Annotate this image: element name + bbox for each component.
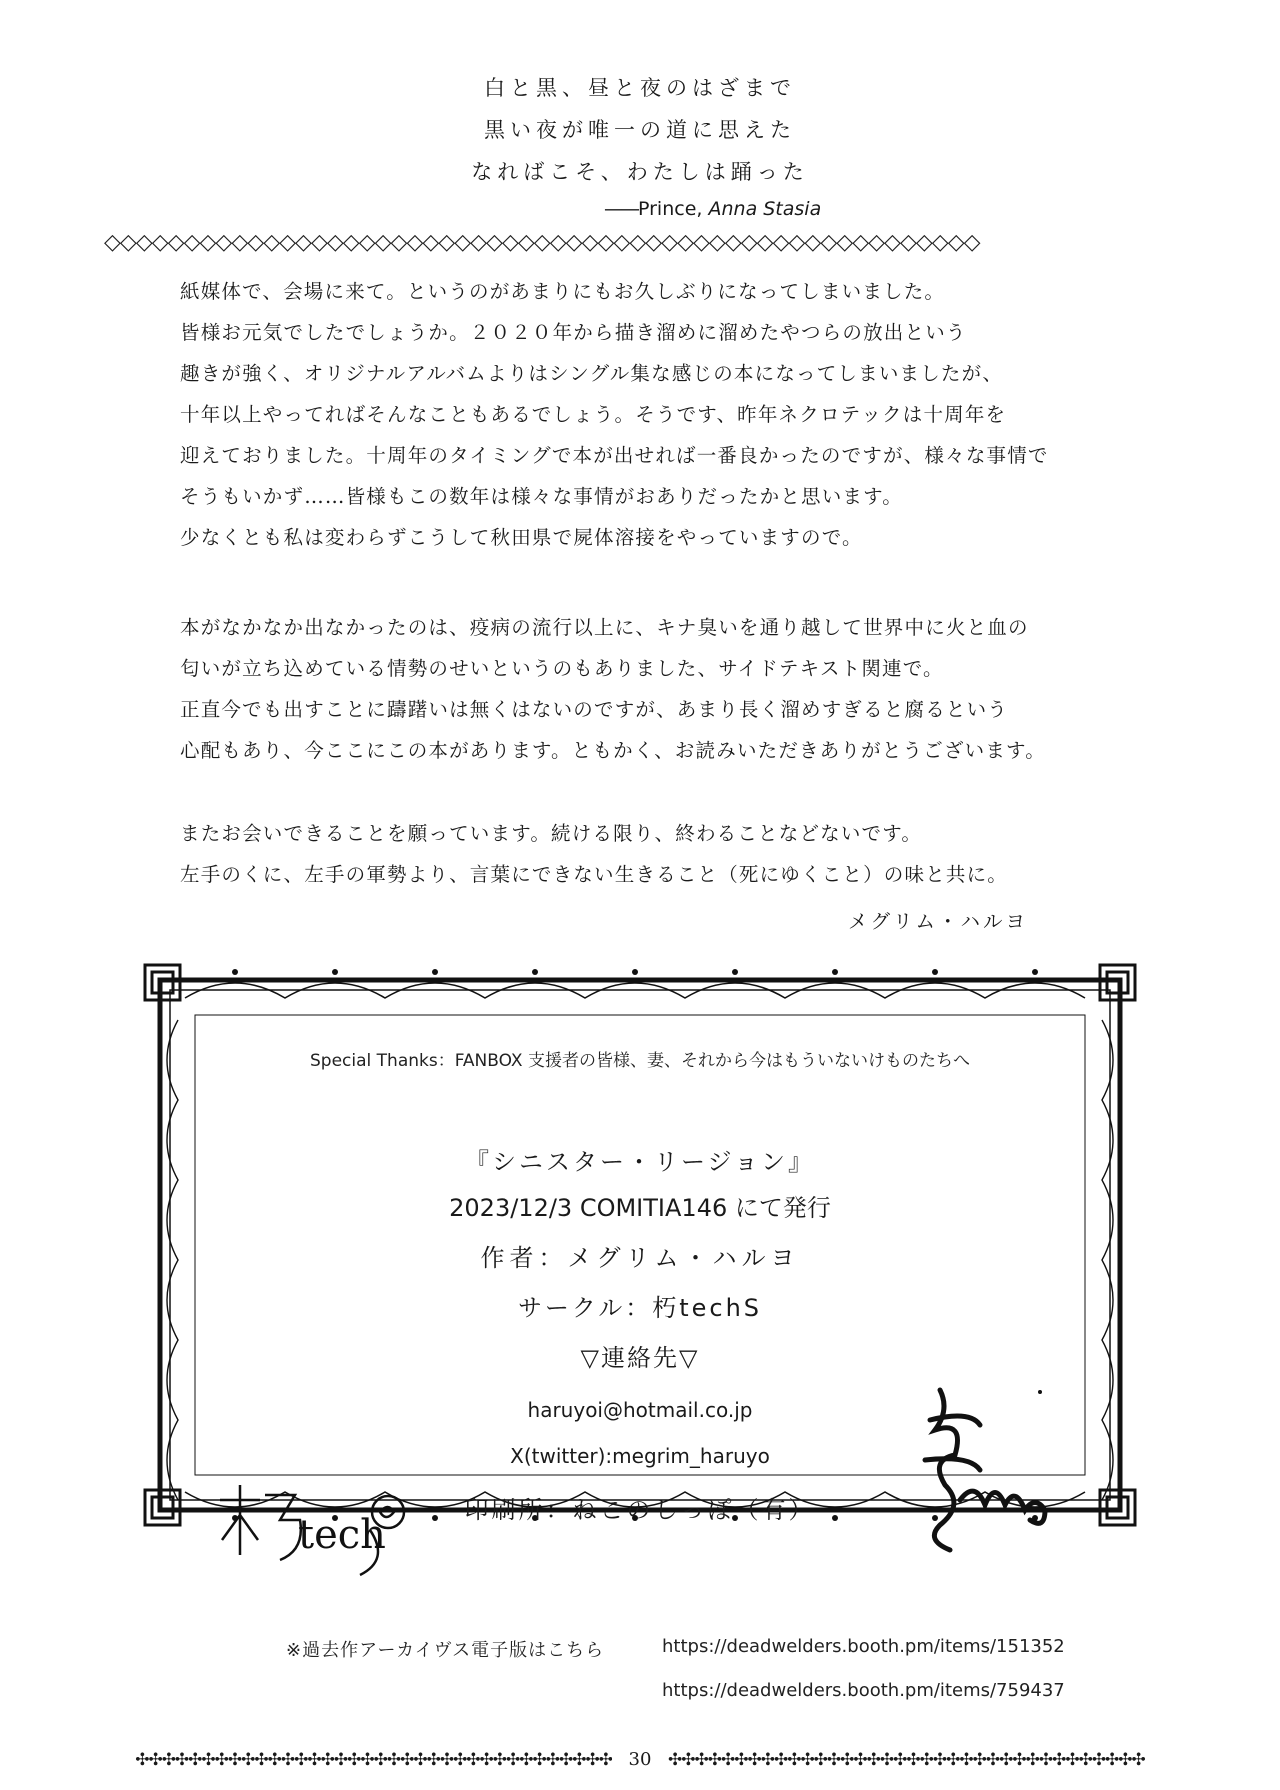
- svg-text:tech: tech: [298, 1512, 386, 1558]
- author-credit: 作者：メグリム・ハルヨ: [480, 1244, 800, 1272]
- contact-heading: ▽連絡先▽: [580, 1344, 700, 1372]
- afterword-line: 趣きが強く、オリジナルアルバムよりはシングル集な感じの本になってしまいましたが、: [180, 362, 1004, 385]
- circle-logo: [210, 1460, 410, 1580]
- attribution-work: Anna Stasia: [708, 198, 822, 220]
- afterword-line: 本がなかなか出なかったのは、疫病の流行以上に、キナ臭いを通り越して世界中に火と血の: [180, 616, 1029, 639]
- diamond-divider: ◇◇◇◇◇◇◇◇◇◇◇◇◇◇◇◇◇◇◇◇◇◇◇◇◇◇◇◇◇◇◇◇◇◇◇◇◇◇◇◇◇◇◇◇◇◇◇◇◇◇◇◇◇◇◇: [104, 230, 980, 255]
- afterword-line: 十年以上やってればそんなこともあるでしょう。そうです、昨年ネクロテックは十周年を: [180, 403, 1007, 426]
- epigraph-attribution: [604, 198, 821, 220]
- printer-credit: 印刷所：ねこのしっぽ（有）: [464, 1496, 816, 1524]
- afterword-signature: メグリム・ハルヨ: [848, 910, 1029, 933]
- afterword-line: 心配もあり、今ここにこの本があります。ともかく、お読みいただきありがとうございます。: [180, 739, 1046, 762]
- publication-date: 2023/12/3 COMITIA146 にて発行: [449, 1194, 831, 1222]
- page-number: 30: [628, 1749, 652, 1770]
- epigraph-line-1: 白と黒、昼と夜のはざまで: [484, 76, 796, 100]
- epigraph-line-3: なればこそ、わたしは踊った: [471, 160, 809, 184]
- circle-credit: サークル：朽techS: [517, 1294, 763, 1322]
- afterword-line: 匂いが立ち込めている情勢のせいというのもありました、サイドテキスト関連で。: [180, 657, 944, 680]
- contact-email: haruyoi@hotmail.co.jp: [527, 1398, 753, 1422]
- attribution-dash: ——: [604, 198, 638, 220]
- archive-label: ※過去作アーカイヴス電子版はこちら: [286, 1640, 605, 1661]
- afterword-line: 迎えておりました。十周年のタイミングで本が出せれば一番良かったのですが、様々な事情で: [180, 444, 1049, 467]
- bottom-ornament-right: ✣✣✣✣✣✣✣✣✣✣✣✣✣✣✣✣✣✣✣✣✣✣✣✣✣✣✣✣✣✣✣✣✣✣✣✣: [668, 1750, 1145, 1770]
- attribution-author: Prince,: [638, 198, 709, 220]
- afterword-line: 皆様お元気でしたでしょうか。２０２０年から描き溜めに溜めたやつらの放出という: [180, 321, 967, 344]
- afterword-line: そうもいかず……皆様もこの数年は様々な事情がおありだったかと思います。: [180, 485, 903, 508]
- book-title: 『シニスター・リージョン』: [464, 1148, 816, 1176]
- afterword-line: 正直今でも出すことに躊躇いは無くはないのですが、あまり長く溜めすぎると腐るという: [180, 698, 1009, 721]
- afterword-line: 左手のくに、左手の軍勢より、言葉にできない生きること（死にゆくこと）の味と共に。: [180, 863, 1009, 886]
- contact-twitter: X(twitter):megrim_haruyo: [510, 1444, 770, 1468]
- handwritten-signature: [900, 1380, 1060, 1560]
- archive-link-2[interactable]: https://deadwelders.booth.pm/items/759437: [662, 1680, 1065, 1701]
- bottom-ornament-left: ✣✣✣✣✣✣✣✣✣✣✣✣✣✣✣✣✣✣✣✣✣✣✣✣✣✣✣✣✣✣✣✣✣✣✣✣: [135, 1750, 612, 1770]
- afterword-line: 紙媒体で、会場に来て。というのがあまりにもお久しぶりになってしまいました。: [180, 280, 946, 303]
- afterword-line: 少なくとも私は変わらずこうして秋田県で屍体溶接をやっていますので。: [180, 526, 863, 549]
- afterword-line: またお会いできることを願っています。続ける限り、終わることなどないです。: [180, 822, 923, 845]
- archive-link-1[interactable]: https://deadwelders.booth.pm/items/151352: [662, 1636, 1065, 1657]
- special-thanks: Special Thanks：FANBOX 支援者の皆様、妻、それから今はもういないけものたちへ: [310, 1051, 970, 1071]
- epigraph-line-2: 黒い夜が唯一の道に思えた: [484, 118, 796, 142]
